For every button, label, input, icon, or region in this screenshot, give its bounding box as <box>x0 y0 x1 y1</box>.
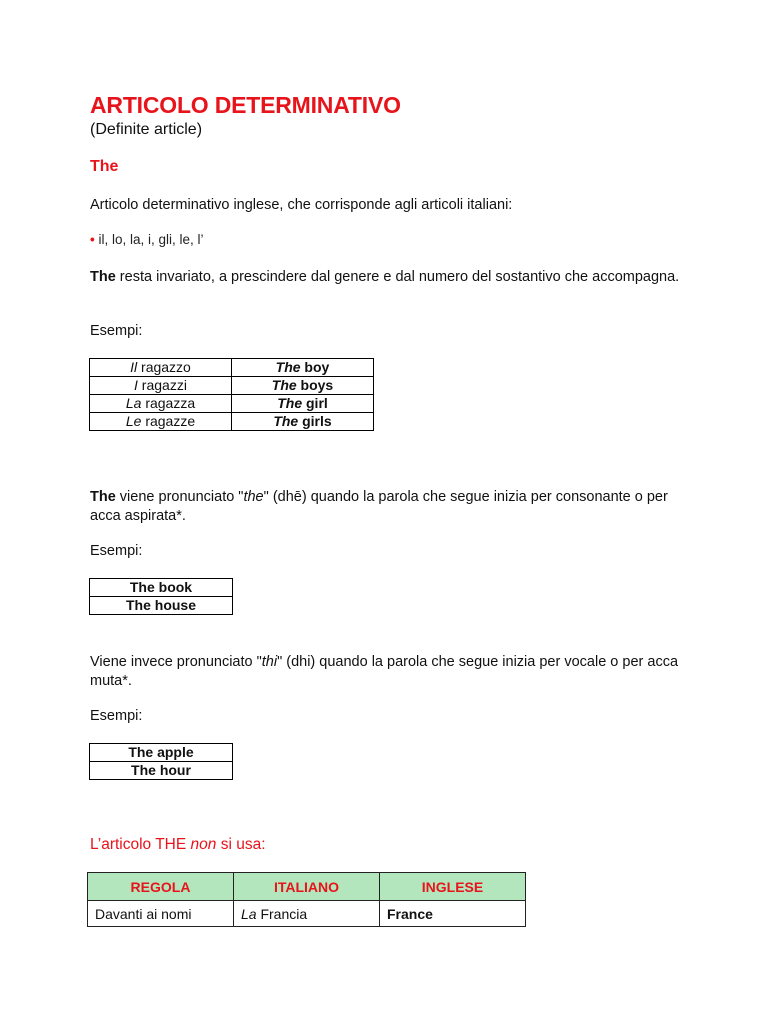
english-cell <box>232 377 374 395</box>
examples-label-1: Esempi: <box>90 323 143 339</box>
vowel-part1: Viene invece pronunciato " <box>90 654 262 670</box>
table-row <box>90 597 233 615</box>
non-use-emph: non <box>190 836 217 853</box>
consonant-lead: The <box>90 489 116 505</box>
italian-articles: il, lo, la, i, gli, le, l’ <box>98 232 204 247</box>
page-subtitle: (Definite article) <box>90 121 203 138</box>
italian-cell <box>90 359 232 377</box>
consonant-part1: viene pronunciato " <box>115 489 244 505</box>
rules-cell-inglese: France <box>380 901 526 927</box>
examples-table-gender-number <box>89 358 374 431</box>
italian-noun: ragazzi <box>137 377 187 393</box>
example-cell: The house <box>90 597 233 615</box>
table-row <box>88 901 526 927</box>
table-row <box>90 377 374 395</box>
english-noun: girl <box>302 395 328 411</box>
italian-cell <box>90 377 232 395</box>
non-use-part1: L’articolo THE <box>90 836 191 853</box>
table-row <box>90 413 374 431</box>
invariant-paragraph <box>90 268 690 287</box>
table-row <box>90 359 374 377</box>
english-cell <box>232 413 374 431</box>
examples-label-2: Esempi: <box>90 543 143 559</box>
table-row <box>90 744 233 762</box>
consonant-pron: the <box>243 489 264 505</box>
vowel-paragraph <box>90 653 690 691</box>
italian-articles-list <box>90 232 204 247</box>
table-row <box>90 395 374 413</box>
examples-table-vowel <box>89 743 233 780</box>
italian-cell <box>90 395 232 413</box>
consonant-paragraph <box>90 488 690 526</box>
english-noun: boy <box>300 359 330 375</box>
english-article: The <box>275 359 301 375</box>
invariant-lead: The <box>90 269 116 285</box>
example-cell: The apple <box>90 744 233 762</box>
section-heading-the: The <box>90 158 119 175</box>
consonant-part2: " (dhē) quando la parola che segue inizia per consonante o per acca aspirata*. <box>90 489 668 524</box>
italian-article: La <box>125 395 142 411</box>
english-article: The <box>271 377 297 393</box>
non-use-heading <box>90 836 266 854</box>
italian-article: Il <box>130 359 138 375</box>
italian-cell <box>90 413 232 431</box>
example-cell: The hour <box>90 762 233 780</box>
english-article: The <box>277 395 303 411</box>
italian-article: I <box>134 377 138 393</box>
italian-noun: ragazza <box>141 395 196 411</box>
invariant-text: resta invariato, a prescindere dal genere e dal numero del sostantivo che accompagna. <box>115 269 680 285</box>
page-title: ARTICOLO DETERMINATIVO <box>90 92 401 118</box>
italian-article: Le <box>125 413 142 429</box>
vowel-part2: " (dhi) quando la parola che segue inizia per vocale o per acca muta*. <box>90 654 679 689</box>
rules-header-inglese: INGLESE <box>380 873 526 901</box>
vowel-pron: thi <box>261 654 278 670</box>
example-cell: The book <box>90 579 233 597</box>
examples-label-3: Esempi: <box>90 708 143 724</box>
rules-cell-it-noun: Francia <box>256 905 308 922</box>
examples-table-consonant <box>89 578 233 615</box>
rules-header-regola: REGOLA <box>88 873 234 901</box>
non-use-part2: si usa: <box>216 836 266 853</box>
italian-noun: ragazzo <box>137 359 191 375</box>
italian-noun: ragazze <box>141 413 196 429</box>
rules-cell-italiano <box>234 901 380 927</box>
rules-header-italiano: ITALIANO <box>234 873 380 901</box>
english-cell <box>232 359 374 377</box>
table-row <box>90 762 233 780</box>
english-cell <box>232 395 374 413</box>
english-article: The <box>273 413 299 429</box>
rules-cell-regola: Davanti ai nomi <box>88 901 234 927</box>
english-noun: girls <box>298 413 332 429</box>
rules-cell-it-article: La <box>241 905 257 922</box>
intro-text: Articolo determinativo inglese, che corrisponde agli articoli italiani: <box>90 197 513 213</box>
bullet-icon: • <box>90 232 95 247</box>
rules-table <box>87 872 526 927</box>
english-noun: boys <box>296 377 334 393</box>
table-row <box>90 579 233 597</box>
